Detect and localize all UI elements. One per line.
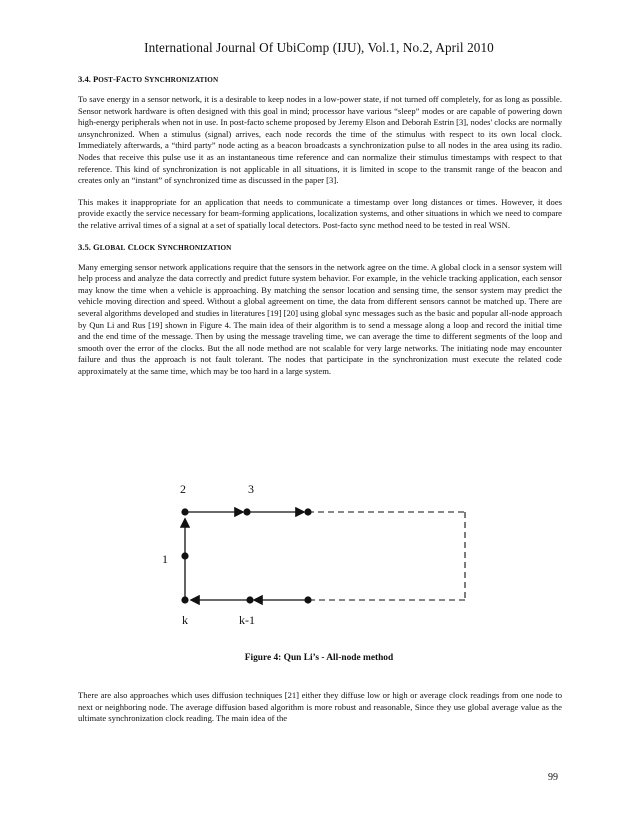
loop-diagram (150, 480, 490, 630)
node-label-3: 3 (248, 482, 254, 496)
paragraph-post-facto-1: To save energy in a sensor network, it is a desirable to keep nodes in a low-power state, if not turned off completely, for as long as possible. Sensor network hardware is often designed with this goal in mind; processor have various “sleep” modes or are capable of powering down high-energy peripherals when not in use. In post-facto scheme proposed by Jeremy Elson and Deborah Estrin [3], nodes' clocks are normally unsynchronized. When a stimulus (signal) arrives, each node records the time of the stimulus with respect to its own local clock. Immediately afterwards, a “third party” node acting as a beacon broadcasts a synchronization pulse to all nodes in the area using its radio. Nodes that receive this pulse use it as an instantaneous time reference and can normalize their stimulus timestamps with respect to that reference. This kind of synchronization is not applicable in all situations, it is limited in scope to the transmit range of the beacon and creates only an “instant” of synchronized time as discussed in the paper [3]. (78, 94, 562, 186)
section-heading-3-4 (78, 74, 562, 84)
body-text (78, 74, 562, 387)
node-label-k-1: k-1 (239, 613, 255, 627)
figure-4-all-node-diagram (150, 480, 490, 630)
paragraph-diffusion: There are also approaches which uses diffusion techniques [21] either they diffuse low or high or average clock readings from one node to next or neighboring node. The average diffusion based algorithm is more robust and reasonable, Since they use global average value as the ultimate synchronization clock reading. The main idea of the (78, 690, 562, 724)
node-label-k: k (182, 613, 188, 627)
section-title: GLOBAL CLOCK SYNCHRONIZATION (93, 241, 232, 252)
node-4 (304, 508, 311, 515)
section-number: 3.5. (78, 241, 91, 252)
node-label-1: 1 (162, 552, 168, 566)
paragraph-post-facto-2: This makes it inappropriate for an application that needs to communicate a timestamp over long distances or times. However, it does provide exactly the service necessary for beam-forming applications, localization systems, and other situations in which we need to compare the relative arrival times of a signal at a set of spatially local detectors. Post-facto sync method need to be tested in real WSN. (78, 196, 562, 230)
body-text-continued (78, 690, 562, 735)
section-heading-3-5 (78, 242, 562, 252)
node-1 (181, 552, 188, 559)
running-header: International Journal Of UbiComp (IJU), Vol.1, No.2, April 2010 (144, 40, 494, 55)
node-label-2: 2 (180, 482, 186, 496)
node-k (181, 596, 188, 603)
figure-caption: Figure 4: Qun Li’s - All-node method (244, 653, 394, 663)
section-number: 3.4. (78, 74, 91, 84)
node-k-1 (246, 596, 253, 603)
section-title: POST-FACTO SYNCHRONIZATION (93, 74, 219, 84)
node-k-2 (304, 596, 311, 603)
page-number: 99 (548, 772, 558, 783)
paragraph-global-clock: Many emerging sensor network applications require that the sensors in the network agree on the time. A global clock in a sensor system will help process and analyze the data correctly and predict future system behavior. For example, in the vehicle tracking application, each sensor may know the time when a vehicle is approaching. By matching the sensor location and sensing time, the sensor system may predict the vehicle moving direction and speed. Without a global agreement on time, the data from different sensors cannot be matched up. There are several algorithms developed and studies in literatures [19] [20] using global sync messages such as the basic and popular all-node approach by Qun Li and Rus [19] shown in Figure 4. The main idea of their algorithm is to send a message along a loop and record the initial time and the end time of the message. Then by using the message traveling time, we can average the time to different segments of the loop and smooth over the error of the clocks. But the all node method are not scalable for very large networks. The initiating node may encounter failure and thus the approach is not fault tolerant. The nodes that participate in the synchronization must execute the related code approximately at the same time, which may be too hard in a large system. (78, 261, 562, 376)
node-2 (181, 508, 188, 515)
node-3 (243, 508, 250, 515)
